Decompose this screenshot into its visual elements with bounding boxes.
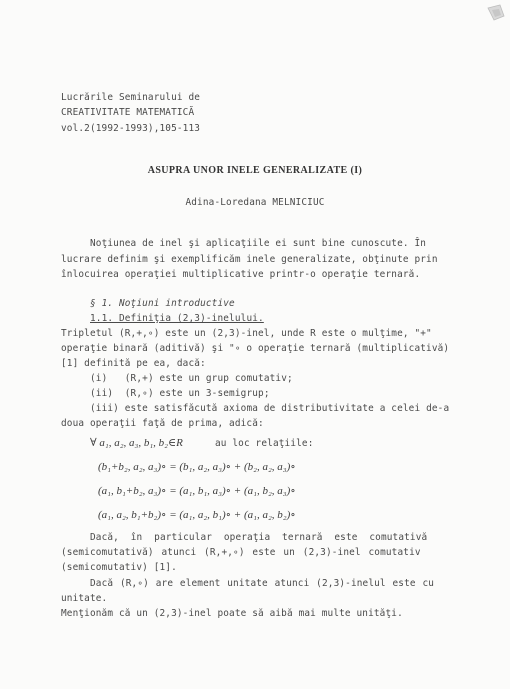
paper-title: ASUPRA UNOR INELE GENERALIZATE (I) — [147, 165, 363, 176]
text-line: Noţiunea de inel şi aplicaţiile ei sunt bine cunoscute. În — [90, 238, 427, 249]
journal-line: Lucrările Seminarului de — [61, 92, 201, 103]
text-line: (semicomutativă) atunci (R,+,∘) este un (2,3)-inel comutativ — [61, 547, 421, 558]
text-line: unitate. — [61, 593, 108, 604]
text-line: Dacă (R,∘) are element unitate atunci (2,3)-inelul este cu — [90, 578, 435, 589]
quantifier-formula: ∀ a₁, a₂, a₃, b₁, b₂∈R — [90, 437, 183, 449]
condition-item: (iii) este satisfăcută axioma de distributivitate a celei de-a — [90, 403, 450, 414]
text-line: (semicomutativ) [1]. — [61, 562, 177, 573]
section-heading: § 1. Noţiuni introductive — [90, 298, 235, 309]
page-corner-mark-icon — [484, 2, 506, 24]
text-line: Dacă, în particular operaţia ternară este comutativă — [90, 532, 428, 543]
text-line: lucrare definim şi exemplificăm inele generalizate, obţinute prin — [61, 254, 438, 265]
text-line: înlocuirea operaţiei multiplicative printr-o operaţie ternară. — [61, 269, 421, 280]
text-line: doua operaţii faţă de prima, adică: — [61, 418, 264, 429]
paper-author: Adina-Loredana MELNICIUC — [185, 197, 325, 208]
journal-line: vol.2(1992-1993),105-113 — [61, 123, 201, 134]
journal-line: CREATIVITATE MATEMATICĂ — [61, 107, 195, 118]
equation: (b₁+b₂, a₂, a₃)∘ = (b₁, a₂, a₃)∘ + (b₂, a₂, a₃)∘ — [98, 461, 296, 473]
condition-item: (i) (R,+) este un grup comutativ; — [90, 373, 293, 384]
text-line: au loc relaţiile: — [215, 438, 314, 449]
equation: (a₁, a₂, b₁+b₂)∘ = (a₁, a₂, b₁)∘ + (a₁, a₂, b₂)∘ — [98, 509, 296, 521]
text-line: Menţionăm că un (2,3)-inel poate să aibă mai multe unităţi. — [61, 608, 403, 619]
text-line: [1] definită pe ea, dacă: — [61, 358, 206, 369]
text-line: operaţie binară (aditivă) şi "∘ o operaţie ternară (multiplicativă) — [61, 343, 450, 354]
condition-item: (ii) (R,∘) este un 3-semigrup; — [90, 388, 270, 399]
text-line: Tripletul (R,+,∘) este un (2,3)-inel, unde R este o mulţime, "+" — [61, 328, 432, 339]
equation: (a₁, b₁+b₂, a₃)∘ = (a₁, b₁, a₃)∘ + (a₁, b₂, a₃)∘ — [98, 485, 296, 497]
subsection-heading: 1.1. Definiţia (2,3)-inelului. — [90, 313, 264, 324]
